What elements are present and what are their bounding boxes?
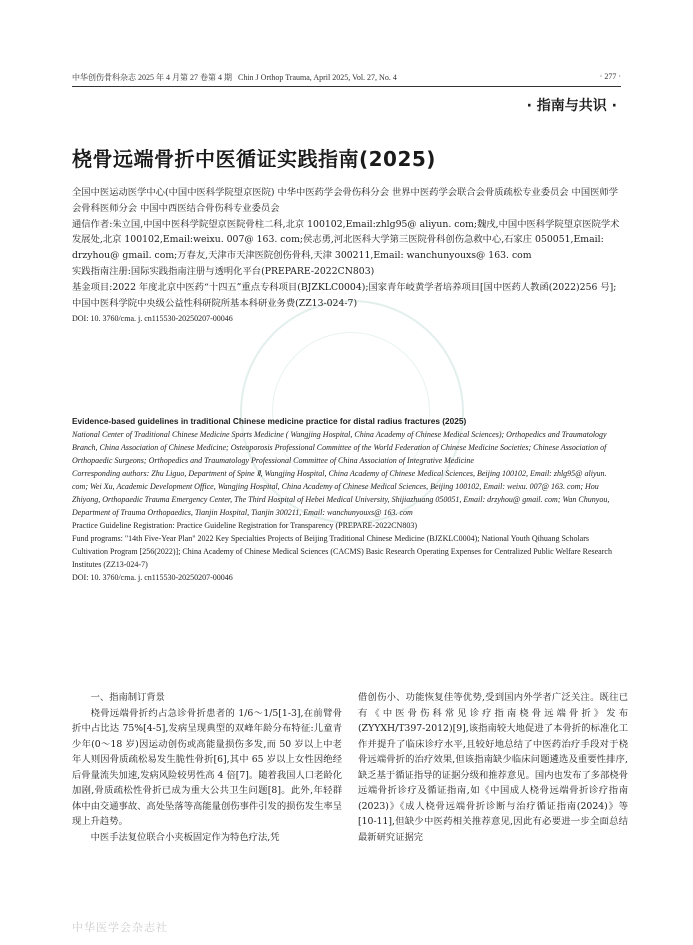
en-title: Evidence-based guidelines in traditional Chinese medicine practice for distal radius fractures (2025) — [72, 416, 467, 426]
header-rule — [72, 86, 621, 87]
en-registration: Practice Guideline Registration: Practice Guideline Registration for Transparency (PREPARE-2022CN803) — [72, 521, 417, 530]
body-right-column — [358, 690, 628, 845]
cn-registration: 实践指南注册:国际实践指南注册与透明化平台(PREPARE-2022CN803) — [72, 265, 375, 277]
en-funding: Fund programs: "14th Five-Year Plan" 2022 Key Specialties Projects of Beijing Traditional Chinese Medicine (BJZKLC0004); National Youth Qihuang Scholars Cultivation Program [256(2022)]; China Academy of Chinese Medical Sciences (CACMS) Basic Research Operating Expenses for Centralized Public Welfare Research Institutes (ZZ13-024-7) — [72, 534, 612, 569]
journal-cn: 中华创伤骨科杂志 2025 年 4 月第 27 卷第 4 期 — [72, 73, 232, 82]
journal-citation — [72, 72, 397, 83]
en-affiliations: National Center of Traditional Chinese Medicine Sports Medicine ( Wangjing Hospital, China Academy of Chinese Medical Sciences); Orthopedics and Traumatology Branch, China Association of Chinese Medicine; Osteoporosis Professional Committee of the World Federation of Chinese Medicine Societies; Chinese Association of Orthopaedic Surgeons; Orthopedics and Traumatology Professional Committee of China Association of Integrative Medicine — [72, 430, 607, 465]
section-heading: 一、指南制订背景 — [90, 692, 165, 703]
body-paragraph: 桡骨远端骨折约占急诊骨折患者的 1/6～1/5[1-3],在前臂骨折中占比达 75%[4-5],发病呈现典型的双峰年龄分布特征:儿童青少年(0～18 岁)因运动创伤或高能量损伤多发,而 50 岁以上中老年人则因骨质疏松易发生脆性骨折[6],其中 65 岁以上女性因绝经后骨量流失加速,发病风险较男性高 4 倍[7]。随着我国人口老龄化加剧,骨质疏松性骨折已成为重大公共卫生问题[8]。此外,年轻群体中由交通事故、高处坠落等高能量创伤事件引发的损伤发生率呈现上升趋势。 — [72, 707, 342, 827]
journal-en: Chin J Orthop Trauma, April 2025, Vol. 27, No. 4 — [238, 73, 397, 82]
page-number: · 277 · — [599, 72, 621, 81]
cn-correspondence: 通信作者:朱立国,中国中医科学院望京医院骨柱二科,北京 100102,Email:zhlg95@ aliyun. com;魏戌,中国中医科学院望京医院学术发展处,北京 100102,Email:weixu. 007@ 163. com;侯志勇,河北医科大学第三医院骨科创伤急救中心,石家庄 050051,Email: drzyhou@ gmail. com;万春友,天津市天津医院创伤骨科,天津 300211,Email: wanchunyouxs@ 163. com — [72, 218, 620, 262]
section-tag: · 指南与共识 · — [526, 98, 617, 114]
cn-doi: DOI: 10. 3760/cma. j. cn115530-20250207-00046 — [72, 314, 233, 324]
body-left-column — [72, 690, 342, 845]
cn-authors: 全国中医运动医学中心(中国中医科学院望京医院) 中华中医药学会骨伤科分会 世界中医药学会联合会骨质疏松专业委员会 中国医师学会骨科医师分会 中国中西医结合骨伤科专业委员会 — [72, 187, 619, 214]
en-meta — [72, 415, 620, 584]
en-corresponding: Corresponding authors: Zhu Liguo, Department of Spine Ⅱ, Wangjing Hospital, China Academy of Chinese Medical Sciences, Beijing 100102, Email: zhlg95@ aliyun. com; Wei Xu, Academic Development Office, Wangjing Hospital, China Academy of Chinese Medical Sciences, Beijing 100102, Email: weixu. 007@ 163. com; Hou Zhiyong, Orthopaedic Trauma Emergency Center, The Third Hospital of Hebei Medical University, Shijiazhuang 050051, Email: drzyhou@ gmail. com; Wan Chunyou, Department of Trauma Orthopaedics, Tianjin Hospital, Tianjin 300211, Email: wanchunyouxs@ 163. com — [72, 469, 610, 517]
body-paragraph: 借创伤小、功能恢复佳等优势,受到国内外学者广泛关注。既往已有《中医骨伤科常见诊疗指南桡骨远端骨折》发布(ZYYXH/T397-2012)[9],该指南较大地促进了本骨折的标准化工作并提升了临床诊疗水平,且较好地总结了中医药治疗手段对于桡骨远端骨折的治疗效果,但该指南缺少临床问题遴选及重要性排序,缺乏基于循证指导的证据分级和推荐意见。国内也发布了多部桡骨远端骨折诊疗及循证指南,如《中国成人桡骨远端骨折诊疗指南(2023)》《成人桡骨远端骨折诊断与治疗循证指南(2024)》等[10-11],但缺少中医药相关推荐意见,因此有必要进一步全面总结最新研究证据完 — [358, 692, 628, 843]
cn-funding: 基金项目:2022 年度北京中医药“十四五”重点专科项目(BJZKLC0004);国家青年岐黄学者培养项目[国中医药人教函(2022)256 号];中国中医科学院中央级公益性科研院所基本科研业务费(ZZ13-024-7) — [72, 281, 617, 309]
cn-meta — [72, 185, 620, 327]
article-title: 桡骨远端骨折中医循证实践指南(2025) — [72, 147, 436, 171]
body-paragraph: 中医手法复位联合小夹板固定作为特色疗法,凭 — [90, 831, 280, 843]
publisher-watermark: 中华医学会杂志社 — [72, 921, 168, 934]
en-doi: DOI: 10. 3760/cma. j. cn115530-20250207-00046 — [72, 573, 233, 582]
